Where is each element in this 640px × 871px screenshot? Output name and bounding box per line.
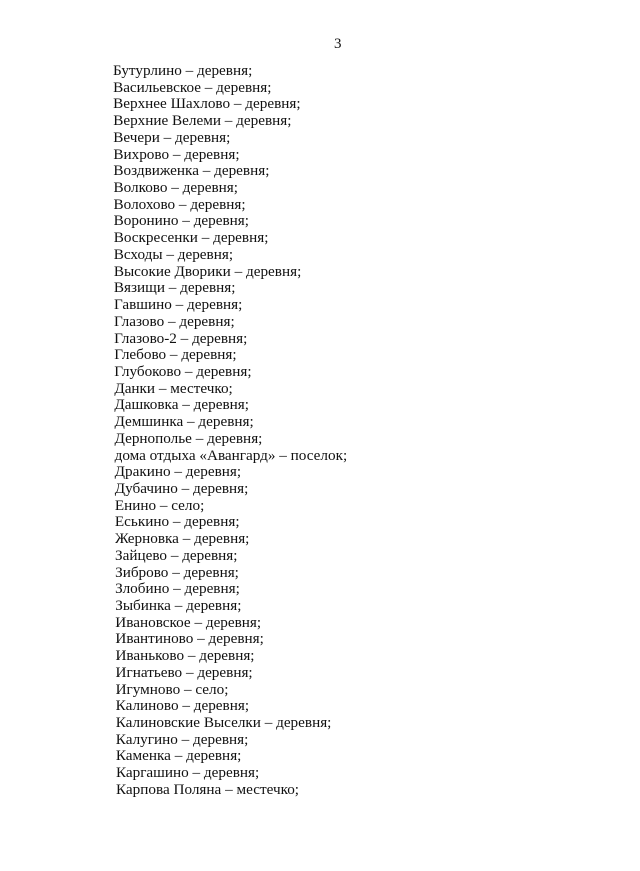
list-item: Калугино – деревня; <box>115 730 249 748</box>
list-item: Дубачино – деревня; <box>114 479 249 497</box>
list-item: дома отдыха «Авангард» – поселок; <box>114 446 348 464</box>
list-item: Бутурлино – деревня; <box>113 62 253 79</box>
list-item: Всходы – деревня; <box>113 245 234 263</box>
page-number: 3 <box>334 36 342 52</box>
list-item: Каргашино – деревня; <box>115 764 260 782</box>
list-item: Демшинка – деревня; <box>114 413 254 431</box>
list-item: Глебово – деревня; <box>114 346 237 364</box>
list-item: Игнатьево – деревня; <box>115 663 253 681</box>
list-item: Верхние Велеми – деревня; <box>113 112 292 130</box>
list-item: Ивановское – деревня; <box>115 613 262 631</box>
list-item: Карпова Поляна – местечко; <box>116 780 300 798</box>
list-item: Верхнее Шахлово – деревня; <box>113 95 301 113</box>
list-item: Глубоково – деревня; <box>114 362 252 380</box>
list-item: Васильевское – деревня; <box>113 78 272 96</box>
list-item: Зыбинка – деревня; <box>115 597 242 614</box>
list-item: Каменка – деревня; <box>115 747 242 765</box>
list-item: Еськино – деревня; <box>114 513 240 531</box>
list-item: Глазово – деревня; <box>114 312 235 330</box>
list-item: Гавшино – деревня; <box>113 296 243 314</box>
list-item: Зиброво – деревня; <box>115 563 239 581</box>
list-item: Игумново – село; <box>115 680 229 698</box>
list-item: Волково – деревня; <box>113 179 238 197</box>
list-item: Воронино – деревня; <box>113 212 250 230</box>
list-item: Дракино – деревня; <box>114 463 242 481</box>
list-item: Жерновка – деревня; <box>114 530 250 548</box>
list-item: Иваньково – деревня; <box>115 647 255 665</box>
list-item: Волохово – деревня; <box>113 195 246 213</box>
list-item: Данки – местечко; <box>114 379 233 397</box>
list-item: Вязищи – деревня; <box>113 279 236 297</box>
list-item: Глазово-2 – деревня; <box>114 329 248 347</box>
list-item: Дашковка – деревня; <box>114 396 249 414</box>
list-item: Высокие Дворики – деревня; <box>113 262 302 280</box>
list-item: Зайцево – деревня; <box>115 546 238 564</box>
list-item: Воскресенки – деревня; <box>113 229 269 247</box>
list-item: Воздвиженка – деревня; <box>113 162 270 180</box>
list-item: Вихрово – деревня; <box>113 145 240 163</box>
list-item: Калиновские Выселки – деревня; <box>115 714 332 732</box>
settlement-list <box>113 63 347 799</box>
list-item: Ивантиново – деревня; <box>115 630 264 648</box>
list-item: Дернополье – деревня; <box>114 429 263 447</box>
list-item: Злобино – деревня; <box>115 580 240 598</box>
list-item: Вечери – деревня; <box>113 128 231 146</box>
list-item: Енино – село; <box>114 496 205 514</box>
list-item: Калиново – деревня; <box>115 697 250 715</box>
